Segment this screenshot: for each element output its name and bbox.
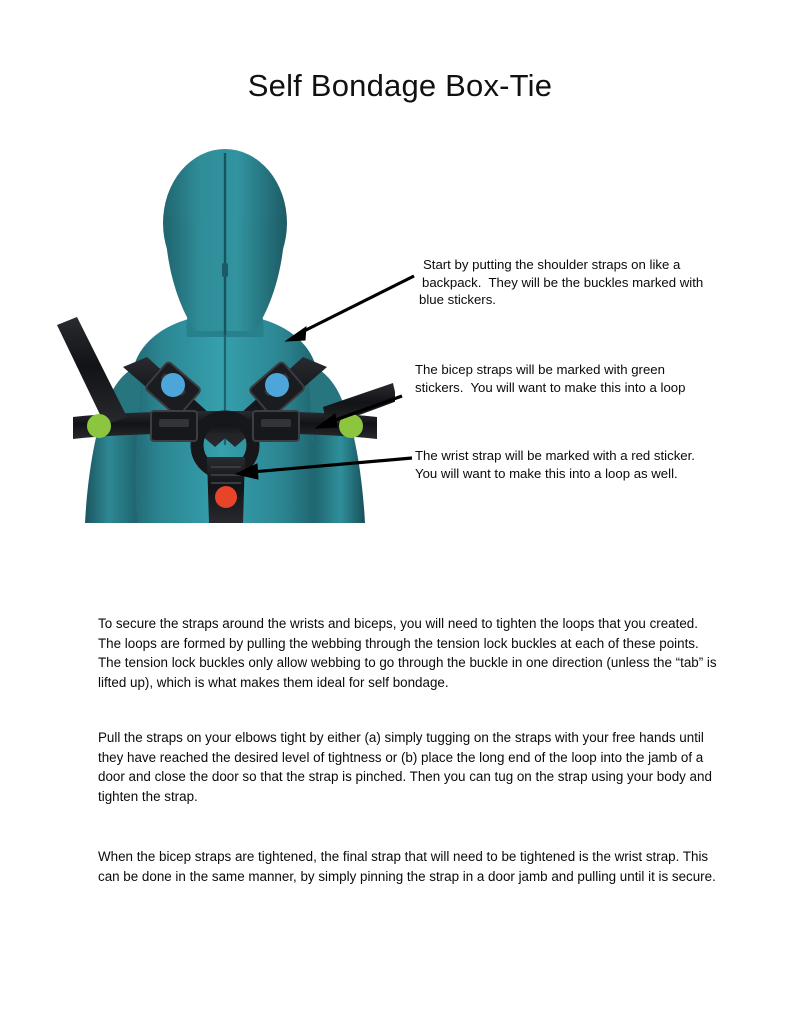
harness-illustration [55, 145, 395, 523]
annotation-line: backpack. They will be the buckles marked with [422, 274, 704, 290]
red-sticker-wrist-strap [215, 486, 237, 508]
annotation-wrist-strap [415, 447, 735, 482]
blue-sticker-right-shoulder [265, 373, 289, 397]
body-paragraph-1: To secure the straps around the wrists and biceps, you will need to tighten the loops that you created. The loops are formed by pulling the webbing through the tension lock buckles at each of these points. The tension lock buckles only allow webbing to go through the buckle in one direction (unless the “tab” is lifted up), which is what makes them ideal for self bondage. [98, 616, 717, 690]
body-paragraph-2: Pull the straps on your elbows tight by either (a) simply tugging on the straps with your free hands until they have reached the desired level of tightness or (b) place the long end of the loop into the jamb of a door and close the door so that the strap is pinched. Then you can tug on the strap using your body and tighten the strap. [98, 730, 712, 804]
annotation-line: stickers. You will want to make this into a loop [415, 379, 686, 395]
harness-photo [55, 145, 395, 523]
annotation-line: The wrist strap will be marked with a red sticker. [415, 448, 695, 463]
annotation-bicep-straps [415, 361, 733, 396]
green-sticker-right-bicep [339, 414, 363, 438]
annotation-line: blue stickers. [419, 292, 496, 307]
annotation-line: You will want to make this into a loop as well. [415, 465, 678, 481]
body-paragraph-3: When the bicep straps are tightened, the final strap that will need to be tightened is the wrist strap. This can be done in the same manner, by simply pinning the strap in a door jamb and pulling until it is secure. [98, 849, 716, 884]
green-sticker-left-bicep [87, 414, 111, 438]
right-chest-buckle [253, 411, 299, 441]
annotation-shoulder-straps [419, 256, 739, 309]
annotation-line: The bicep straps will be marked with green [415, 362, 665, 377]
page-title: Self Bondage Box-Tie [247, 68, 553, 103]
blue-sticker-left-shoulder [161, 373, 185, 397]
zipper-pull-icon [222, 263, 228, 277]
annotation-line: Start by putting the shoulder straps on like a [423, 257, 681, 272]
left-chest-buckle [151, 411, 197, 441]
